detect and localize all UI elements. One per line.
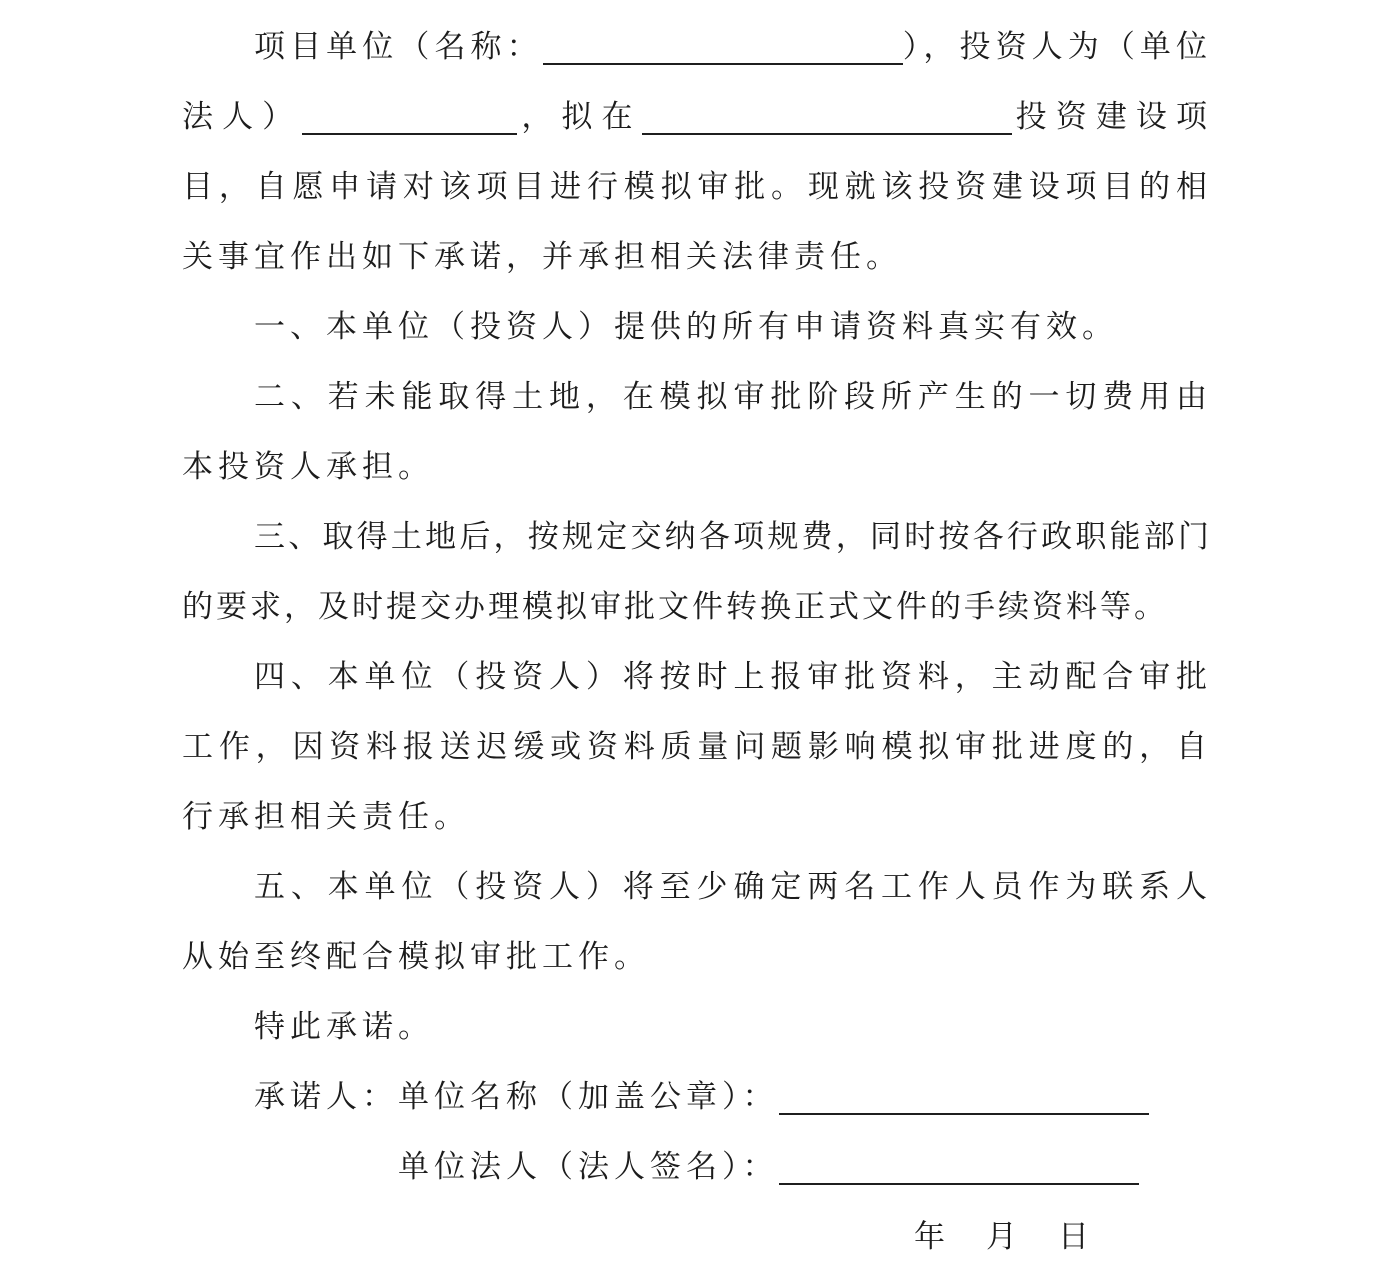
signature-legal-person-label: 单位法人（法人签名）： <box>398 1149 779 1184</box>
blank-project-location <box>642 95 1012 135</box>
blank-legal-person-signature <box>779 1145 1139 1185</box>
paragraph-intro <box>182 12 1212 292</box>
date-line: 年 月 日 <box>914 1219 1094 1254</box>
blank-legal-person <box>302 95 517 135</box>
signature-line-legal-person <box>182 1132 1212 1202</box>
blank-project-name <box>543 25 903 65</box>
clause-4: 四、本单位（投资人）将按时上报审批资料，主动配合审批工作，因资料报送迟缓或资料质量问题影响模拟审批进度的，自行承担相关责任。 <box>182 659 1212 834</box>
intro-seg-2: ），投资人为（单位法人） <box>182 29 1213 134</box>
signature-line-unit <box>182 1062 1212 1132</box>
intro-seg-1: 项目单位（名称： <box>254 29 543 64</box>
intro-seg-4: 投资建设项目，自愿申请对该项目进行模拟审批。现就该投资建设项目的相关事宜作出如下承诺，并承担相关法律责任。 <box>182 99 1213 274</box>
closing-line: 特此承诺。 <box>254 1009 434 1044</box>
intro-seg-3: ，拟在 <box>517 99 642 134</box>
clause-2: 二、若未能取得土地，在模拟审批阶段所产生的一切费用由本投资人承担。 <box>182 379 1212 484</box>
blank-unit-name-seal <box>779 1075 1149 1115</box>
signature-unit-label: 承诺人：单位名称（加盖公章）： <box>254 1079 779 1114</box>
clause-5: 五、本单位（投资人）将至少确定两名工作人员作为联系人从始至终配合模拟审批工作。 <box>182 869 1212 974</box>
clause-1: 一、本单位（投资人）提供的所有申请资料真实有效。 <box>254 309 1118 344</box>
clause-3: 三、取得土地后，按规定交纳各项规费，同时按各行政职能部门的要求，及时提交办理模拟审批文件转换正式文件的手续资料等。 <box>182 519 1212 624</box>
